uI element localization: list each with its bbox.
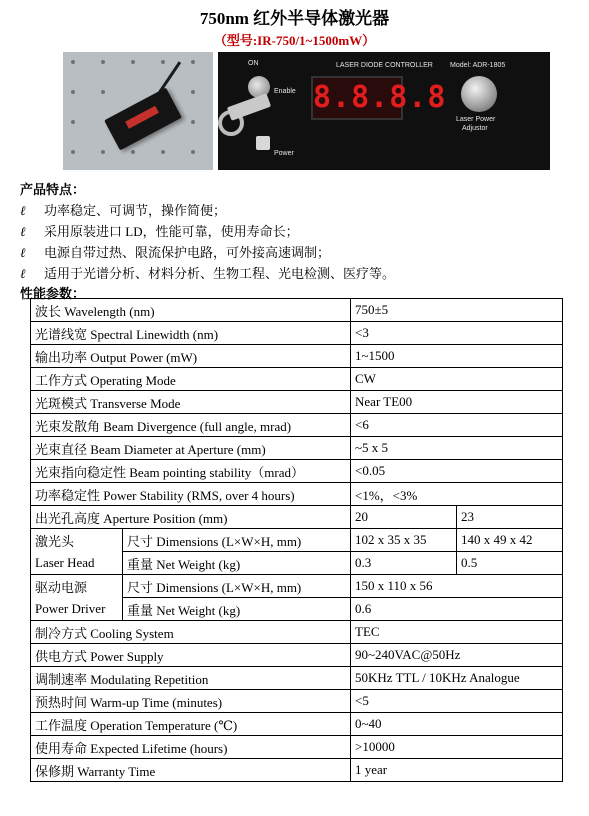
table-row xyxy=(31,667,563,690)
key xyxy=(227,93,271,121)
panel-knob-label-1: Laser Power xyxy=(456,116,496,123)
laser-head-group-cn: 激光头 xyxy=(31,529,123,552)
table-row xyxy=(31,391,563,414)
spec-label: 重量 Net Weight (kg) xyxy=(123,552,351,575)
spec-label: 尺寸 Dimensions (L×W×H, mm) xyxy=(123,575,351,598)
spec-value: TEC xyxy=(351,621,563,644)
spec-value: <6 xyxy=(351,414,563,437)
spec-label: 供电方式 Power Supply xyxy=(31,644,351,667)
bullet-icon: ℓ xyxy=(20,245,26,260)
spec-value-a: 0.3 xyxy=(351,552,457,575)
spec-value-b: 140 x 49 x 42 xyxy=(457,529,563,552)
table-row xyxy=(31,414,563,437)
spec-label: 工作温度 Operation Temperature (℃) xyxy=(31,713,351,736)
features-heading: 产品特点： xyxy=(20,183,86,198)
bullet-icon: ℓ xyxy=(20,224,26,239)
spec-value: 0.6 xyxy=(351,598,563,621)
table-row xyxy=(31,759,563,782)
spec-value-b: 23 xyxy=(457,506,563,529)
feature-text: 适用于光谱分析、材料分析、生物工程、光电检测、医疗等。 xyxy=(44,266,396,281)
feature-item xyxy=(20,221,299,240)
laser-head-group-en: Laser Head xyxy=(31,552,123,575)
table-row xyxy=(31,690,563,713)
bullet-icon: ℓ xyxy=(20,203,26,218)
table-row xyxy=(31,506,563,529)
table-row xyxy=(31,621,563,644)
table-row xyxy=(31,345,563,368)
laser-warning-label xyxy=(125,106,159,129)
table-row xyxy=(31,368,563,391)
spec-value-b: 0.5 xyxy=(457,552,563,575)
spec-label: 出光孔高度 Aperture Position (mm) xyxy=(31,506,351,529)
spec-value: 50KHz TTL / 10KHz Analogue xyxy=(351,667,563,690)
table-row xyxy=(31,460,563,483)
spec-label: 光束指向稳定性 Beam pointing stability（mrad） xyxy=(31,460,351,483)
feature-text: 电源自带过热、限流保护电路，可外接高速调制； xyxy=(44,245,331,260)
spec-label: 重量 Net Weight (kg) xyxy=(123,598,351,621)
led-display: 8.8.8.8 xyxy=(311,76,403,120)
spec-value-a: 20 xyxy=(351,506,457,529)
feature-item xyxy=(20,242,330,261)
spec-value: <1%，<3% xyxy=(351,483,563,506)
feature-item xyxy=(20,200,226,219)
spec-label: 光斑模式 Transverse Mode xyxy=(31,391,351,414)
controller-photo xyxy=(218,52,550,170)
table-row xyxy=(31,736,563,759)
panel-on-label: ON xyxy=(248,60,259,67)
spec-label: 波长 Wavelength (nm) xyxy=(31,299,351,322)
spec-value: 0~40 xyxy=(351,713,563,736)
power-button xyxy=(256,136,270,150)
table-row xyxy=(31,598,563,621)
spec-label: 光束发散角 Beam Divergence (full angle, mrad) xyxy=(31,414,351,437)
spec-value: 90~240VAC@50Hz xyxy=(351,644,563,667)
table-row xyxy=(31,575,563,598)
spec-value: 1~1500 xyxy=(351,345,563,368)
panel-power-label: Power xyxy=(274,150,294,157)
panel-brand-label: LASER DIODE CONTROLLER xyxy=(336,62,433,69)
panel-enable-label: Enable xyxy=(274,88,296,95)
spec-label: 保修期 Warranty Time xyxy=(31,759,351,782)
power-driver-group-en: Power Driver xyxy=(31,598,123,621)
spec-label: 功率稳定性 Power Stability (RMS, over 4 hours) xyxy=(31,483,351,506)
spec-value: 750±5 xyxy=(351,299,563,322)
spec-label: 光谱线宽 Spectral Linewidth (nm) xyxy=(31,322,351,345)
table-row xyxy=(31,529,563,552)
power-driver-group-cn: 驱动电源 xyxy=(31,575,123,598)
table-row xyxy=(31,552,563,575)
laser-head-photo xyxy=(63,52,213,170)
table-row xyxy=(31,322,563,345)
spec-label: 使用寿命 Expected Lifetime (hours) xyxy=(31,736,351,759)
spec-label: 预热时间 Warm-up Time (minutes) xyxy=(31,690,351,713)
table-row xyxy=(31,483,563,506)
spec-value: 150 x 110 x 56 xyxy=(351,575,563,598)
spec-label: 输出功率 Output Power (mW) xyxy=(31,345,351,368)
spec-value: <0.05 xyxy=(351,460,563,483)
feature-text: 采用原装进口 LD，性能可靠，使用寿命长； xyxy=(44,224,299,239)
spec-value: ~5 x 5 xyxy=(351,437,563,460)
feature-text: 功率稳定、可调节，操作简便； xyxy=(44,203,227,218)
spec-value: >10000 xyxy=(351,736,563,759)
table-row xyxy=(31,299,563,322)
page-title: 750nm 红外半导体激光器 xyxy=(199,9,390,28)
spec-table xyxy=(30,298,563,782)
spec-value: <3 xyxy=(351,322,563,345)
spec-label: 制冷方式 Cooling System xyxy=(31,621,351,644)
spec-value: 1 year xyxy=(351,759,563,782)
spec-label: 调制速率 Modulating Repetition xyxy=(31,667,351,690)
table-row xyxy=(31,713,563,736)
spec-value-a: 102 x 35 x 35 xyxy=(351,529,457,552)
bullet-icon: ℓ xyxy=(20,266,26,281)
laser-power-knob xyxy=(461,76,497,112)
spec-label: 光束直径 Beam Diameter at Aperture (mm) xyxy=(31,437,351,460)
table-row xyxy=(31,437,563,460)
feature-item xyxy=(20,263,395,282)
spec-value: Near TE00 xyxy=(351,391,563,414)
spec-value: <5 xyxy=(351,690,563,713)
spec-label: 工作方式 Operating Mode xyxy=(31,368,351,391)
specs-heading: 性能参数： xyxy=(20,287,86,302)
table-row xyxy=(31,644,563,667)
panel-model-label: Model: ADR-1805 xyxy=(450,62,506,69)
panel-knob-label-2: Adjustor xyxy=(462,125,488,132)
spec-label: 尺寸 Dimensions (L×W×H, mm) xyxy=(123,529,351,552)
spec-value: CW xyxy=(351,368,563,391)
model-number: （型号:IR-750/1~1500mW） xyxy=(213,33,376,48)
laser-head-body xyxy=(104,88,182,151)
